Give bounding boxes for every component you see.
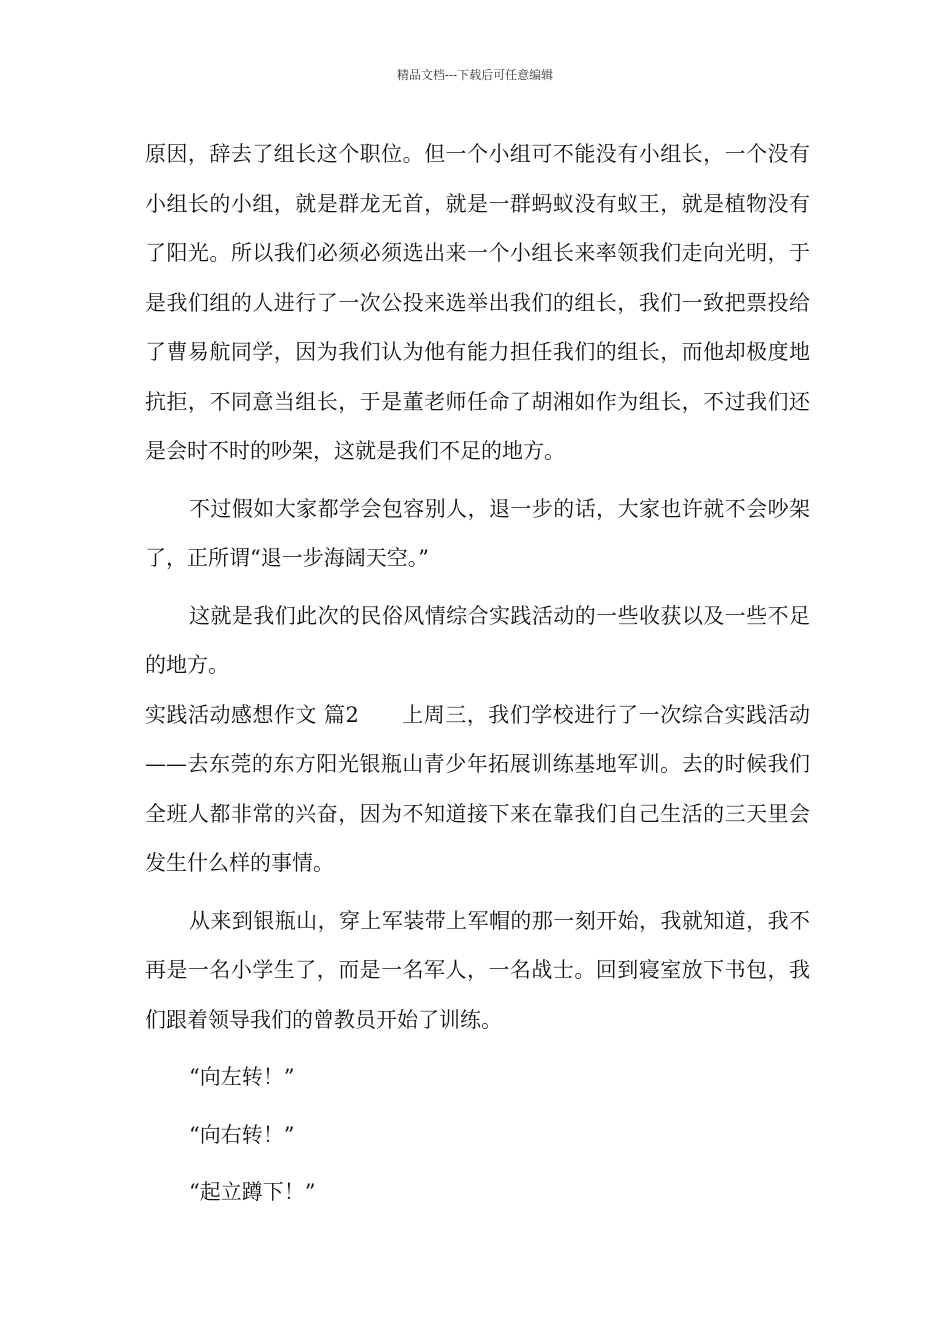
paragraph-gap: [145, 889, 810, 897]
paragraph-gap: [145, 477, 810, 485]
paragraph: 不过假如大家都学会包容别人，退一步的话，大家也许就不会吵架了，正所谓“退一步海阔天空。”: [145, 496, 810, 570]
paragraph-gap: [145, 1160, 810, 1168]
paragraph-gap: [145, 1045, 810, 1053]
paragraph: 从来到银瓶山，穿上军装带上军帽的那一刻开始，我就知道，我不再是一名小学生了，而是一名军人，一名战士。回到寝室放下书包，我们跟着领导我们的曾教员开始了训练。: [145, 908, 810, 1032]
dialogue-line: “起立蹲下！”: [189, 1180, 316, 1204]
document-body: [145, 130, 810, 1218]
paragraph: 这就是我们此次的民俗风情综合实践活动的一些收获以及一些不足的地方。: [145, 603, 810, 677]
paragraph: 原因，辞去了组长这个职位。但一个小组可不能没有小组长，一个没有小组长的小组，就是群龙无首，就是一群蚂蚁没有蚁王，就是植物没有了阳光。所以我们必须必须选出来一个小组长来率领我们走向光明，于是我们组的人进行了一次公投来选举出我们的组长，我们一致把票投给了曹易航同学，因为我们认为他有能力担任我们的组长，而他却极度地抗拒，不同意当组长，于是董老师任命了胡湘如作为组长，不过我们还是会时不时的吵架，这就是我们不足的地方。: [145, 142, 810, 463]
page-header: 精品文档---下载后可任意编辑: [396, 68, 554, 82]
paragraph-gap: [145, 584, 810, 592]
section-heading-paragraph: 实践活动感想作文 篇2 上周三，我们学校进行了一次综合实践活动——去东莞的东方阳光银瓶山青少年拓展训练基地军训。去的时候我们全班人都非常的兴奋，因为不知道接下来在靠我们自己生活的三天里会发生什么样的事情。: [145, 702, 810, 875]
paragraph-gap: [145, 1103, 810, 1111]
dialogue-line: “向右转！”: [189, 1122, 295, 1147]
dialogue-line: “向左转！”: [189, 1065, 295, 1089]
